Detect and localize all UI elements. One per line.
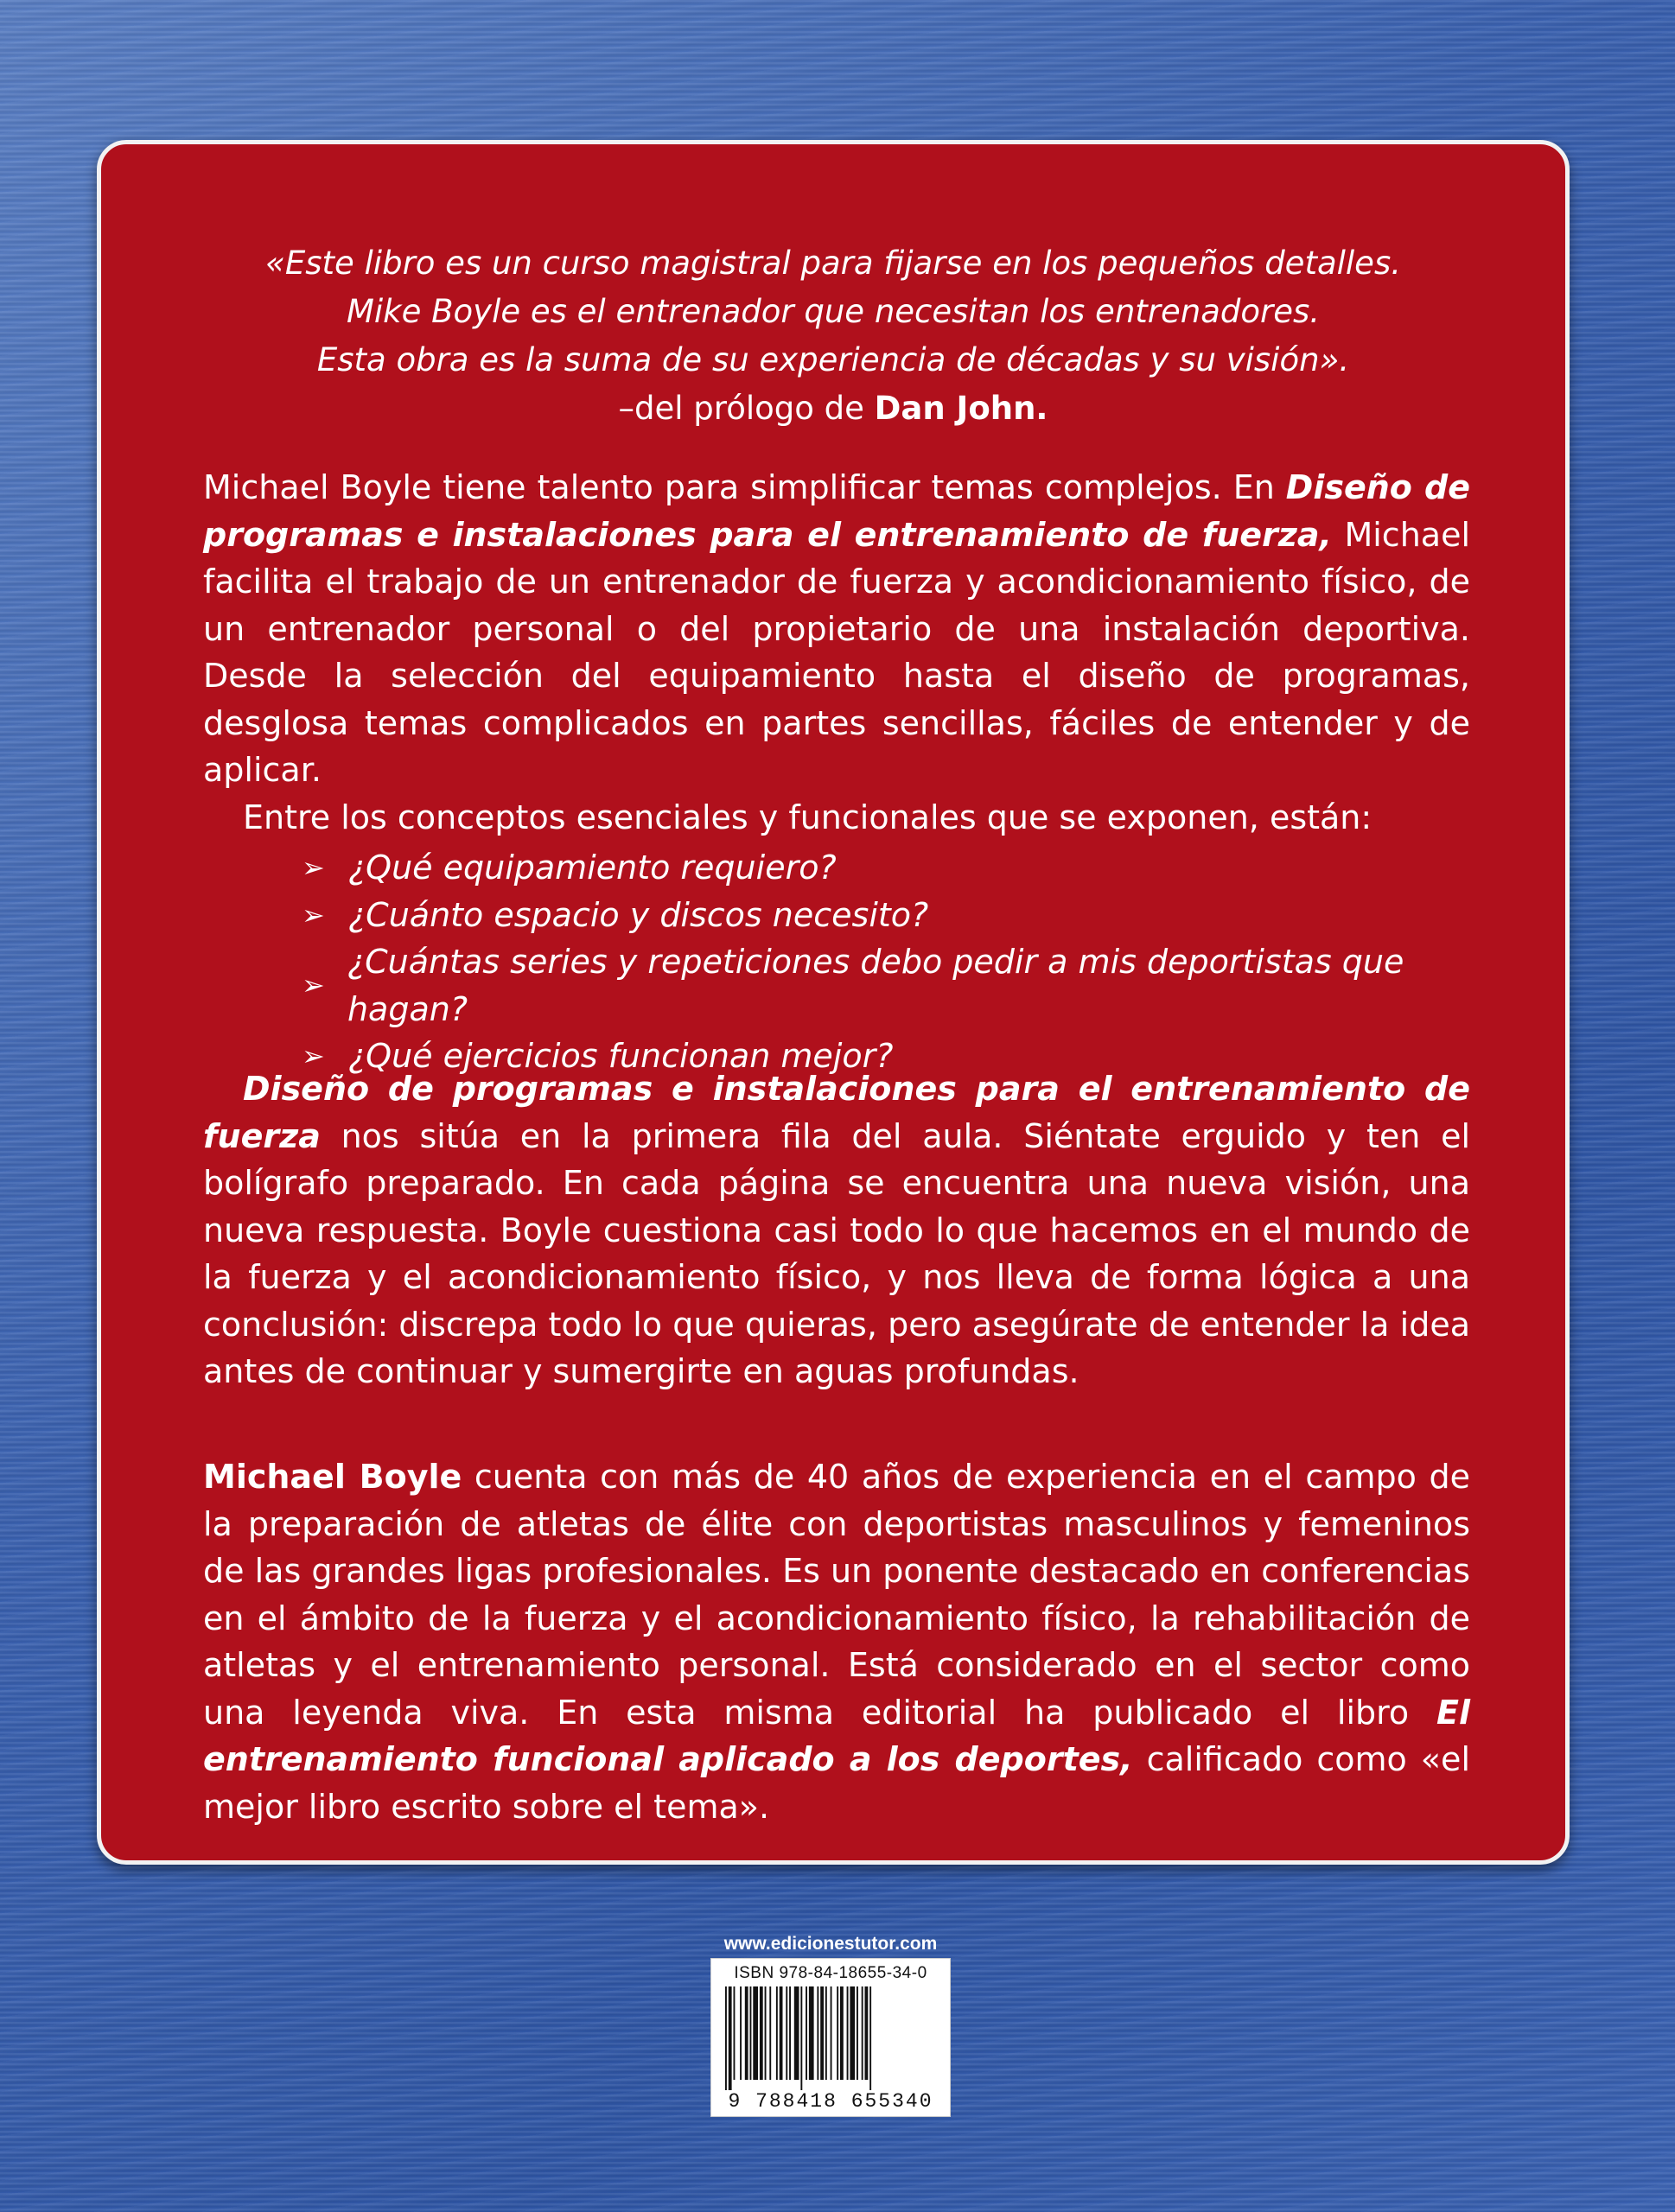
barcode-bar [825, 1986, 827, 2080]
list-item [302, 892, 1512, 939]
bio-text-2: calificado como «el mejor libro escrito sobre el tema». [203, 1740, 1470, 1826]
intro-rest: Michael facilita el trabajo de un entrenador de fuerza y acondicionamiento físico, de un entrenador personal o del propietario de una instalación deportiva. Desde la selección del equipamiento hasta el diseño de programas, desglosa temas complicados en partes sencillas, fáciles de entender y de aplicar. [203, 515, 1470, 789]
publisher-url: www.edicionestutor.com [723, 1934, 938, 1954]
arrow-bullet-icon: ➢ [302, 851, 325, 884]
barcode-bar [780, 1986, 783, 2080]
barcode-bar [745, 1986, 748, 2080]
barcode-bar [769, 1986, 771, 2080]
quote-line: «Este libro es un curso magistral para fijarse en los pequeños detalles. [265, 245, 1401, 282]
barcode-bar [847, 1986, 849, 2080]
list-item-text: ¿Cuánto espacio y discos necesito? [348, 895, 929, 934]
barcode-bar [786, 1986, 787, 2080]
barcode-digits: 9 788418 655340 [728, 2090, 933, 2113]
list-item-text: ¿Qué equipamiento requiero? [348, 849, 837, 887]
barcode-bar [794, 1986, 799, 2080]
barcode-box [710, 1958, 951, 2117]
barcode-bar [817, 1986, 818, 2080]
barcode-bar [865, 1986, 869, 2080]
barcode-bar [740, 1986, 742, 2080]
quote-line: Mike Boyle es el entrenador que necesitan los entrenadores. [346, 293, 1321, 330]
list-item [302, 844, 1512, 892]
concepts-list [302, 844, 1512, 1080]
bio-text-1: cuenta con más de 40 años de experiencia en el campo de la preparación de atletas de élite con deportistas masculinos y femeninos de las grandes ligas profesionales. Es un ponente destacado en conferencias en el ámbito de la fuerza y el acondicionamiento físico, la rehabilitación de atletas y el entrenamiento personal. Está considerado en el sector como una leyenda viva. En esta misma editorial ha publicado el libro [203, 1458, 1471, 1732]
barcode-bar [729, 1986, 732, 2090]
foreword-quote [101, 239, 1565, 433]
quote-source [101, 385, 1565, 433]
barcode-bar [840, 1986, 844, 2080]
barcode-bar [857, 1986, 858, 2080]
barcode-bar [837, 1986, 838, 2080]
barcode-bar [750, 1986, 752, 2080]
barcode-bar [760, 1986, 763, 2080]
barcode-bar [809, 1986, 814, 2080]
barcode-bar [806, 1986, 807, 2080]
list-item [302, 938, 1512, 1033]
arrow-bullet-icon: ➢ [302, 1039, 325, 1072]
barcode-bar [862, 1986, 863, 2080]
list-item-text: ¿Qué ejercicios funcionan mejor? [348, 1037, 894, 1075]
book-title-2: Diseño de programas e instalaciones para el entrenamiento de fuerza [203, 1070, 1470, 1155]
book-title: Diseño de programas e instalaciones para el entrenamiento de fuerza, [203, 468, 1471, 554]
barcode-bars [720, 1986, 941, 2090]
barcode-bar [725, 1986, 727, 2090]
barcode-bar [753, 1986, 758, 2080]
barcode-bar [734, 1986, 736, 2080]
arrow-bullet-icon: ➢ [302, 969, 325, 1002]
summary-paragraph [203, 1065, 1470, 1395]
barcode-bar [800, 1986, 802, 2090]
barcode-bar [765, 1986, 767, 2080]
isbn-text: ISBN 978-84-18655-34-0 [734, 1964, 927, 1982]
intro-paragraph [203, 464, 1470, 841]
barcode-bar [869, 1986, 871, 2090]
barcode-bar [850, 1986, 855, 2080]
arrow-bullet-icon: ➢ [302, 898, 325, 931]
quote-source-prefix: –del prólogo de [618, 390, 875, 427]
intro-lead: Michael Boyle tiene talento para simplificar temas complejos. En [203, 468, 1286, 506]
quote-line: Esta obra es la suma de su experiencia de décadas y su visión». [316, 341, 1350, 378]
barcode-bar [789, 1986, 791, 2080]
author-bio [203, 1453, 1470, 1830]
list-item-text: ¿Cuántas series y repeticiones debo pedir a mis deportistas que hagan? [347, 943, 1404, 1028]
barcode-bar [820, 1986, 824, 2080]
barcode-bar [831, 1986, 832, 2080]
summary-rest: nos sitúa en la primera fila del aula. Siéntate erguido y ten el bolígrafo preparado. En cada página se encuentra una nueva visión, una nueva respuesta. Boyle cuestiona casi todo lo que hacemos en el mundo de la fuerza y el acondicionamiento físico, y nos lleva de forma lógica a una conclusión: discrepa todo lo que quieras, pero asegúrate de entender la idea antes de continuar y sumergirte en aguas profundas. [203, 1116, 1470, 1390]
list-intro: Entre los conceptos esenciales y funcionales que se exponen, están: [243, 798, 1372, 836]
author-name: Michael Boyle [203, 1458, 462, 1496]
other-book-title: El entrenamiento funcional aplicado a los deportes, [203, 1693, 1470, 1778]
barcode-block [710, 1934, 951, 2117]
quote-author: Dan John. [874, 390, 1048, 427]
red-content-panel [97, 140, 1570, 1865]
barcode-bar [776, 1986, 778, 2080]
